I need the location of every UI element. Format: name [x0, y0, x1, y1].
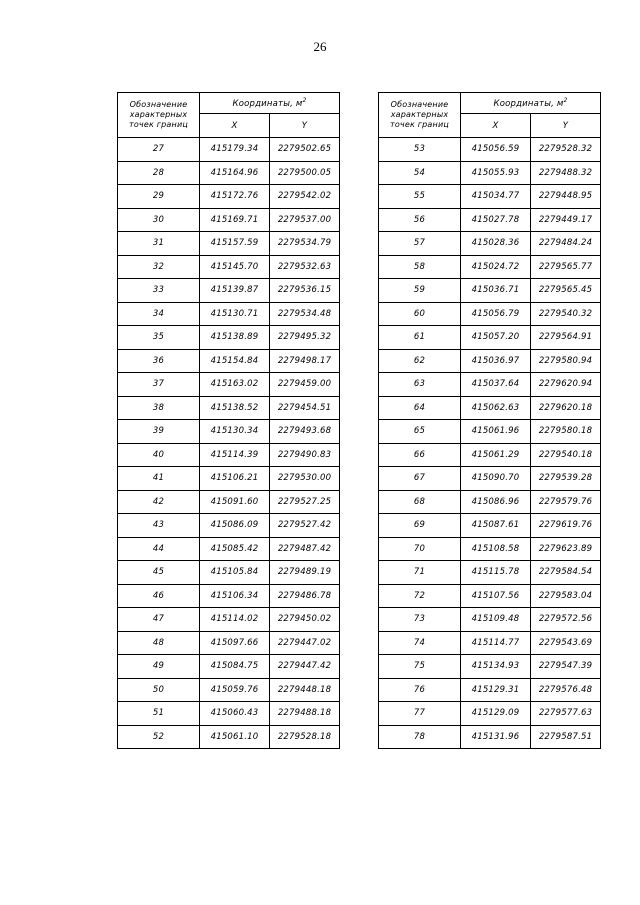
- y-coordinate-cell: 2279539.28: [531, 467, 601, 491]
- point-number-cell: 58: [379, 255, 461, 279]
- coords-unit-sup: 2: [302, 97, 307, 105]
- point-number-cell: 30: [118, 208, 200, 232]
- col-x-header: X: [461, 114, 531, 138]
- table-row: [379, 373, 601, 397]
- y-coordinate-cell: 2279484.24: [531, 232, 601, 256]
- y-coordinate-cell: 2279565.77: [531, 255, 601, 279]
- point-number-cell: 70: [379, 537, 461, 561]
- point-number-cell: 62: [379, 349, 461, 373]
- point-number-cell: 77: [379, 702, 461, 726]
- x-coordinate-cell: 415134.93: [461, 655, 531, 679]
- table-row: [118, 232, 340, 256]
- x-coordinate-cell: 415056.79: [461, 302, 531, 326]
- table-row: [379, 349, 601, 373]
- table-row: [118, 608, 340, 632]
- x-coordinate-cell: 415036.97: [461, 349, 531, 373]
- table-row: [379, 631, 601, 655]
- y-coordinate-cell: 2279498.17: [270, 349, 340, 373]
- point-label-line: характерных: [129, 110, 188, 119]
- point-number-cell: 54: [379, 161, 461, 185]
- point-number-cell: 33: [118, 279, 200, 303]
- y-coordinate-cell: 2279580.94: [531, 349, 601, 373]
- table-row: [379, 420, 601, 444]
- table-row: [118, 373, 340, 397]
- point-number-cell: 32: [118, 255, 200, 279]
- y-coordinate-cell: 2279580.18: [531, 420, 601, 444]
- col-y-header: Y: [531, 114, 601, 138]
- coords-header: [461, 93, 601, 114]
- x-coordinate-cell: 415179.34: [200, 138, 270, 162]
- y-coordinate-cell: 2279534.79: [270, 232, 340, 256]
- point-label-header: [118, 93, 200, 138]
- x-coordinate-cell: 415157.59: [200, 232, 270, 256]
- point-number-cell: 34: [118, 302, 200, 326]
- point-number-cell: 78: [379, 725, 461, 749]
- point-number-cell: 69: [379, 514, 461, 538]
- y-coordinate-cell: 2279587.51: [531, 725, 601, 749]
- y-coordinate-cell: 2279490.83: [270, 443, 340, 467]
- table-row: [379, 490, 601, 514]
- table-row: [118, 514, 340, 538]
- y-coordinate-cell: 2279502.65: [270, 138, 340, 162]
- point-number-cell: 39: [118, 420, 200, 444]
- table-row: [379, 467, 601, 491]
- table-row: [379, 678, 601, 702]
- point-number-cell: 31: [118, 232, 200, 256]
- y-coordinate-cell: 2279450.02: [270, 608, 340, 632]
- point-number-cell: 27: [118, 138, 200, 162]
- x-coordinate-cell: 415036.71: [461, 279, 531, 303]
- y-coordinate-cell: 2279542.02: [270, 185, 340, 209]
- x-coordinate-cell: 415129.09: [461, 702, 531, 726]
- y-coordinate-cell: 2279547.39: [531, 655, 601, 679]
- table-row: [379, 514, 601, 538]
- y-coordinate-cell: 2279527.42: [270, 514, 340, 538]
- point-number-cell: 57: [379, 232, 461, 256]
- x-coordinate-cell: 415172.76: [200, 185, 270, 209]
- x-coordinate-cell: 415057.20: [461, 326, 531, 350]
- y-coordinate-cell: 2279577.63: [531, 702, 601, 726]
- point-number-cell: 47: [118, 608, 200, 632]
- x-coordinate-cell: 415060.43: [200, 702, 270, 726]
- y-coordinate-cell: 2279487.42: [270, 537, 340, 561]
- point-number-cell: 28: [118, 161, 200, 185]
- x-coordinate-cell: 415086.96: [461, 490, 531, 514]
- table-row: [379, 584, 601, 608]
- table-row: [379, 255, 601, 279]
- x-coordinate-cell: 415108.58: [461, 537, 531, 561]
- coordinates-table-right: [378, 92, 601, 749]
- point-label-line: точек границ: [389, 120, 450, 129]
- point-number-cell: 41: [118, 467, 200, 491]
- y-coordinate-cell: 2279448.18: [270, 678, 340, 702]
- x-coordinate-cell: 415034.77: [461, 185, 531, 209]
- col-y-header: Y: [270, 114, 340, 138]
- point-number-cell: 40: [118, 443, 200, 467]
- y-coordinate-cell: 2279536.15: [270, 279, 340, 303]
- point-label-line: точек границ: [128, 120, 189, 129]
- y-coordinate-cell: 2279449.17: [531, 208, 601, 232]
- x-coordinate-cell: 415139.87: [200, 279, 270, 303]
- x-coordinate-cell: 415131.96: [461, 725, 531, 749]
- coords-label: Координаты, м: [232, 99, 303, 110]
- y-coordinate-cell: 2279447.42: [270, 655, 340, 679]
- point-number-cell: 51: [118, 702, 200, 726]
- x-coordinate-cell: 415164.96: [200, 161, 270, 185]
- x-coordinate-cell: 415129.31: [461, 678, 531, 702]
- y-coordinate-cell: 2279584.54: [531, 561, 601, 585]
- point-number-cell: 45: [118, 561, 200, 585]
- x-coordinate-cell: 415106.34: [200, 584, 270, 608]
- x-coordinate-cell: 415055.93: [461, 161, 531, 185]
- table-row: [118, 185, 340, 209]
- table-row: [118, 302, 340, 326]
- table-row: [379, 443, 601, 467]
- point-number-cell: 37: [118, 373, 200, 397]
- coordinates-table-left: [117, 92, 340, 749]
- point-number-cell: 74: [379, 631, 461, 655]
- y-coordinate-cell: 2279527.25: [270, 490, 340, 514]
- y-coordinate-cell: 2279489.19: [270, 561, 340, 585]
- point-number-cell: 48: [118, 631, 200, 655]
- coords-label: Координаты, м: [493, 99, 564, 110]
- point-number-cell: 56: [379, 208, 461, 232]
- table-row: [118, 443, 340, 467]
- table-row: [379, 185, 601, 209]
- point-label-line: характерных: [390, 110, 449, 119]
- table-row: [118, 467, 340, 491]
- y-coordinate-cell: 2279540.18: [531, 443, 601, 467]
- x-coordinate-cell: 415027.78: [461, 208, 531, 232]
- table-row: [118, 725, 340, 749]
- y-coordinate-cell: 2279528.32: [531, 138, 601, 162]
- y-coordinate-cell: 2279448.95: [531, 185, 601, 209]
- table-row: [379, 208, 601, 232]
- x-coordinate-cell: 415130.34: [200, 420, 270, 444]
- y-coordinate-cell: 2279534.48: [270, 302, 340, 326]
- table-row: [379, 537, 601, 561]
- table-row: [118, 584, 340, 608]
- table-row: [118, 138, 340, 162]
- x-coordinate-cell: 415154.84: [200, 349, 270, 373]
- table-row: [118, 561, 340, 585]
- y-coordinate-cell: 2279619.76: [531, 514, 601, 538]
- table-row: [118, 655, 340, 679]
- point-number-cell: 59: [379, 279, 461, 303]
- x-coordinate-cell: 415109.48: [461, 608, 531, 632]
- x-coordinate-cell: 415087.61: [461, 514, 531, 538]
- table-row: [118, 702, 340, 726]
- y-coordinate-cell: 2279454.51: [270, 396, 340, 420]
- y-coordinate-cell: 2279495.32: [270, 326, 340, 350]
- y-coordinate-cell: 2279447.02: [270, 631, 340, 655]
- table-row: [118, 396, 340, 420]
- x-coordinate-cell: 415138.89: [200, 326, 270, 350]
- x-coordinate-cell: 415130.71: [200, 302, 270, 326]
- point-number-cell: 50: [118, 678, 200, 702]
- table-row: [379, 279, 601, 303]
- point-number-cell: 55: [379, 185, 461, 209]
- table-row: [118, 161, 340, 185]
- table-row: [118, 420, 340, 444]
- x-coordinate-cell: 415059.76: [200, 678, 270, 702]
- x-coordinate-cell: 415061.10: [200, 725, 270, 749]
- coords-unit-sup: 2: [563, 97, 568, 105]
- point-number-cell: 73: [379, 608, 461, 632]
- table-row: [379, 725, 601, 749]
- point-number-cell: 66: [379, 443, 461, 467]
- y-coordinate-cell: 2279543.69: [531, 631, 601, 655]
- x-coordinate-cell: 415114.77: [461, 631, 531, 655]
- x-coordinate-cell: 415097.66: [200, 631, 270, 655]
- x-coordinate-cell: 415114.02: [200, 608, 270, 632]
- y-coordinate-cell: 2279620.18: [531, 396, 601, 420]
- point-number-cell: 60: [379, 302, 461, 326]
- point-number-cell: 49: [118, 655, 200, 679]
- table-row: [118, 678, 340, 702]
- x-coordinate-cell: 415090.70: [461, 467, 531, 491]
- y-coordinate-cell: 2279623.89: [531, 537, 601, 561]
- table-row: [379, 161, 601, 185]
- x-coordinate-cell: 415107.56: [461, 584, 531, 608]
- point-label-line: Обозначение: [390, 100, 449, 109]
- point-number-cell: 36: [118, 349, 200, 373]
- table-row: [379, 326, 601, 350]
- y-coordinate-cell: 2279493.68: [270, 420, 340, 444]
- table-row: [118, 326, 340, 350]
- x-coordinate-cell: 415062.63: [461, 396, 531, 420]
- y-coordinate-cell: 2279459.00: [270, 373, 340, 397]
- point-number-cell: 76: [379, 678, 461, 702]
- point-number-cell: 65: [379, 420, 461, 444]
- point-number-cell: 64: [379, 396, 461, 420]
- page-number: 26: [313, 39, 327, 54]
- y-coordinate-cell: 2279540.32: [531, 302, 601, 326]
- x-coordinate-cell: 415061.96: [461, 420, 531, 444]
- table-row: [118, 349, 340, 373]
- point-number-cell: 75: [379, 655, 461, 679]
- point-number-cell: 44: [118, 537, 200, 561]
- table-row: [379, 232, 601, 256]
- x-coordinate-cell: 415106.21: [200, 467, 270, 491]
- x-coordinate-cell: 415086.09: [200, 514, 270, 538]
- point-number-cell: 43: [118, 514, 200, 538]
- x-coordinate-cell: 415091.60: [200, 490, 270, 514]
- point-label-header: [379, 93, 461, 138]
- y-coordinate-cell: 2279500.05: [270, 161, 340, 185]
- x-coordinate-cell: 415114.39: [200, 443, 270, 467]
- table-row: [379, 702, 601, 726]
- y-coordinate-cell: 2279532.63: [270, 255, 340, 279]
- point-number-cell: 29: [118, 185, 200, 209]
- x-coordinate-cell: 415028.36: [461, 232, 531, 256]
- col-x-header: X: [200, 114, 270, 138]
- table-row: [118, 208, 340, 232]
- table-row: [118, 279, 340, 303]
- x-coordinate-cell: 415105.84: [200, 561, 270, 585]
- point-number-cell: 35: [118, 326, 200, 350]
- y-coordinate-cell: 2279572.56: [531, 608, 601, 632]
- point-number-cell: 68: [379, 490, 461, 514]
- point-number-cell: 38: [118, 396, 200, 420]
- table-row: [379, 302, 601, 326]
- table-row: [118, 537, 340, 561]
- point-number-cell: 61: [379, 326, 461, 350]
- point-number-cell: 46: [118, 584, 200, 608]
- table-row: [379, 608, 601, 632]
- table-row: [379, 655, 601, 679]
- x-coordinate-cell: 415037.64: [461, 373, 531, 397]
- point-number-cell: 72: [379, 584, 461, 608]
- x-coordinate-cell: 415056.59: [461, 138, 531, 162]
- x-coordinate-cell: 415169.71: [200, 208, 270, 232]
- y-coordinate-cell: 2279488.18: [270, 702, 340, 726]
- table-row: [118, 490, 340, 514]
- point-number-cell: 67: [379, 467, 461, 491]
- coords-header: [200, 93, 340, 114]
- y-coordinate-cell: 2279579.76: [531, 490, 601, 514]
- table-row: [379, 396, 601, 420]
- x-coordinate-cell: 415115.78: [461, 561, 531, 585]
- table-row: [379, 138, 601, 162]
- y-coordinate-cell: 2279583.04: [531, 584, 601, 608]
- x-coordinate-cell: 415163.02: [200, 373, 270, 397]
- table-row: [118, 631, 340, 655]
- x-coordinate-cell: 415061.29: [461, 443, 531, 467]
- x-coordinate-cell: 415145.70: [200, 255, 270, 279]
- point-number-cell: 52: [118, 725, 200, 749]
- x-coordinate-cell: 415138.52: [200, 396, 270, 420]
- y-coordinate-cell: 2279620.94: [531, 373, 601, 397]
- y-coordinate-cell: 2279537.00: [270, 208, 340, 232]
- point-label-line: Обозначение: [129, 100, 188, 109]
- table-row: [118, 255, 340, 279]
- x-coordinate-cell: 415084.75: [200, 655, 270, 679]
- table-row: [379, 561, 601, 585]
- point-number-cell: 63: [379, 373, 461, 397]
- y-coordinate-cell: 2279564.91: [531, 326, 601, 350]
- y-coordinate-cell: 2279488.32: [531, 161, 601, 185]
- point-number-cell: 71: [379, 561, 461, 585]
- point-number-cell: 53: [379, 138, 461, 162]
- y-coordinate-cell: 2279576.48: [531, 678, 601, 702]
- x-coordinate-cell: 415085.42: [200, 537, 270, 561]
- y-coordinate-cell: 2279486.78: [270, 584, 340, 608]
- y-coordinate-cell: 2279565.45: [531, 279, 601, 303]
- point-number-cell: 42: [118, 490, 200, 514]
- x-coordinate-cell: 415024.72: [461, 255, 531, 279]
- y-coordinate-cell: 2279530.00: [270, 467, 340, 491]
- y-coordinate-cell: 2279528.18: [270, 725, 340, 749]
